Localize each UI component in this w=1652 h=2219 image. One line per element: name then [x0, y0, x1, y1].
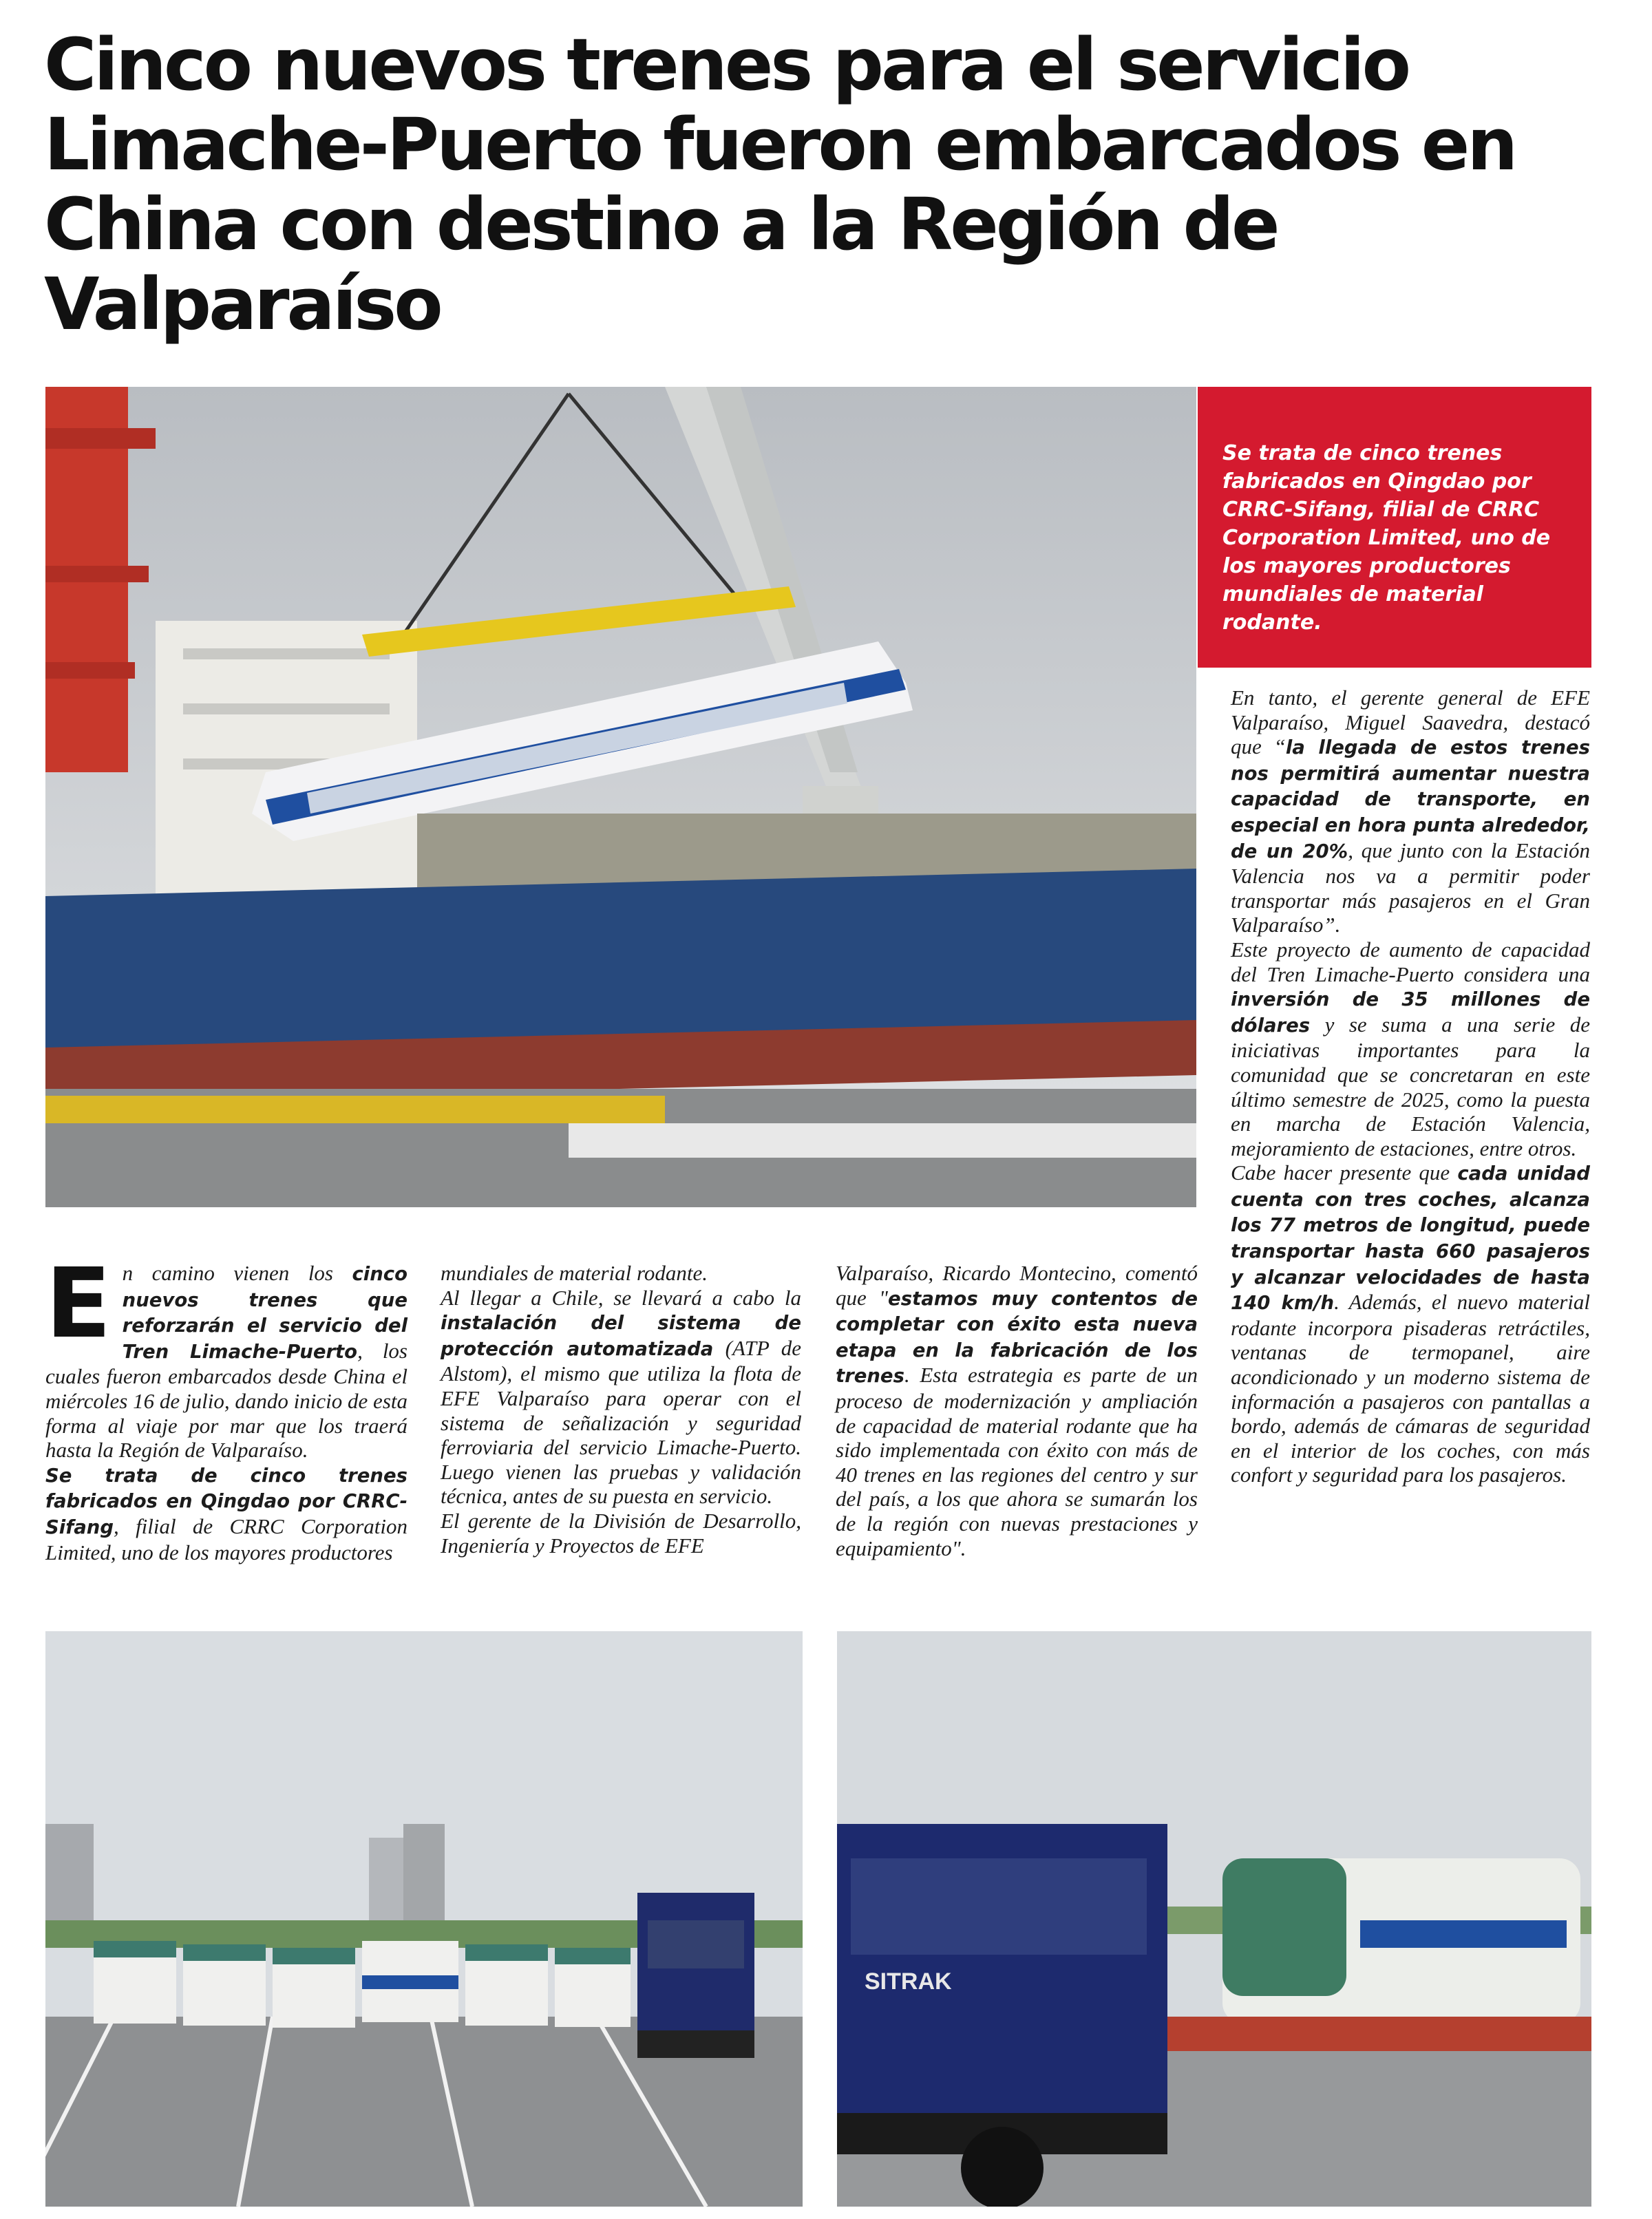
headline: Cinco nuevos trenes para el servicio Limache-Puerto fueron embarcados en China con destino a la Región de Valparaíso: [44, 23, 1516, 346]
article-column-4: En tanto, el gerente general de EFE Valparaíso, Miguel Saavedra, destacó que “la llegada de estos trenes nos permitirá aumentar nuestra capacidad de transporte, en especial en hora punta alrededor, de un 20%, que junto con la Estación Valencia nos va a permitir poder transportar más pasajeros en el Gran Valparaíso”. Este proyecto de aumento de capacidad del Tren Limache-Puerto considera una inversión de 35 millones de dólares y se suma a una serie de iniciativas importantes para la comunidad que se concretaran en este último semestre de 2025, como la puesta en marcha de Estación Valencia, mejoramiento de estaciones, entre otros. Cabe hacer presente que cada unidad cuenta con tres coches, alcanza los 77 metros de longitud, puede transportar hasta 660 pasajeros y alcanzar velocidades de hasta 140 km/h. Además, el nuevo material rodante incorpora pisaderas retráctiles, ventanas de termopanel, aire acondicionado y un moderno sistema de información a pasajeros con pantallas a bordo, además de cámaras de seguridad en el interior de los coches, con más confort y seguridad para los pasajeros.: [1231, 686, 1591, 1487]
truck-transport-illustration: [837, 1631, 1591, 2207]
photo-ship-loading-train: [45, 387, 1196, 1207]
photo-truck-transporting-train: [837, 1631, 1591, 2207]
article-column-3: Valparaíso, Ricardo Montecino, comentó que "estamos muy contentos de completar con éxito esta nueva etapa en la fabricación de los trenes. Esta estrategia es parte de un proceso de modernización y ampliación de capacidad de material rodante que ha sido implementada con éxito con más de 40 trenes en las regiones del centro y sur del país, a los que ahora se sumarán los de la región con nuevas prestaciones y equipamiento".: [836, 1261, 1198, 1560]
callout-text: Se trata de cinco trenes fabricados en Qingdao por CRRC-Sifang, filial de CRRC Corporation Limited, uno de los mayores productores mundiales de material rodante.: [1222, 441, 1551, 635]
drop-cap: E: [45, 1248, 112, 1360]
callout-box: [1198, 387, 1591, 668]
photo-trains-in-port-yard: [45, 1631, 803, 2207]
ship-loading-illustration: [45, 387, 1196, 1207]
article-column-1: En camino vienen los cinco nuevos trenes que reforzarán el servicio del Tren Limache-Puerto, los cuales fueron embarcados desde China el miércoles 16 de julio, dando inicio de esta forma al viaje por mar que los traerá hasta la Región de Valparaíso. Se trata de cinco trenes fabricados en Qingdao por CRRC-Sifang, filial de CRRC Corporation Limited, uno de los mayores productores: [45, 1248, 407, 1564]
trains-yard-illustration: [45, 1631, 803, 2207]
truck-brand-label: SITRAK: [865, 1968, 952, 1995]
article-column-2: mundiales de material rodante. Al llegar a Chile, se llevará a cabo la instalación del sistema de protección automatizada (ATP de Alstom), el mismo que utiliza la flota de EFE Valparaíso para operar con el sistema de señalización y seguridad ferroviaria del servicio Limache-Puerto. Luego vienen las pruebas y validación técnica, antes de su puesta en servicio. El gerente de la División de Desarrollo, Ingeniería y Proyectos de EFE: [441, 1261, 801, 1558]
